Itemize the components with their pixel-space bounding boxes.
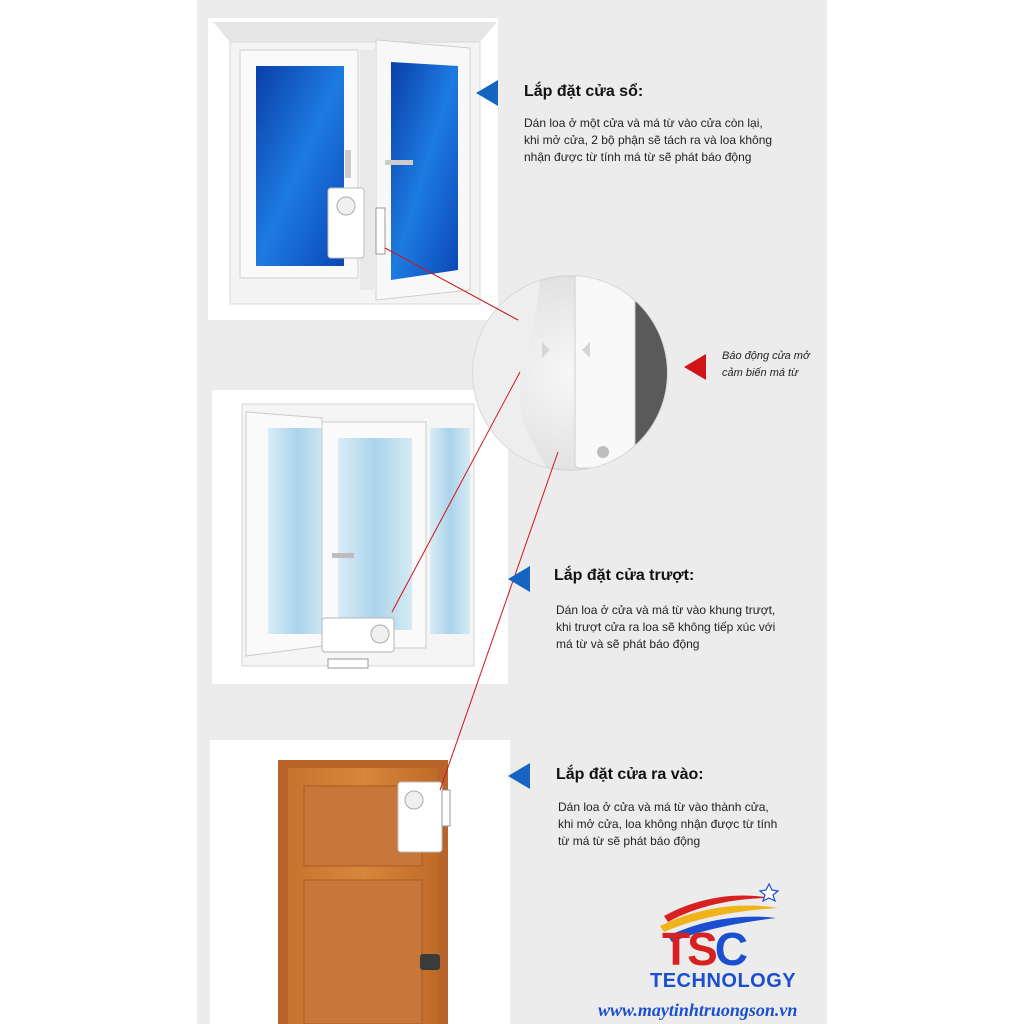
pointer-triangle-icon: [508, 763, 530, 789]
section-title: Lắp đặt cửa trượt:: [554, 567, 695, 584]
pointer-triangle-icon: [508, 566, 530, 592]
section-description: Dán loa ở một cửa và má từ vào cửa còn lại, khi mở cửa, 2 bộ phận sẽ tách ra và loa không nhận được từ tính má từ sẽ phát báo động: [524, 116, 773, 164]
wooden-door-illustration: [210, 740, 510, 1024]
sliding-window-illustration: [212, 390, 508, 684]
pointer-triangle-red-icon: [684, 354, 706, 380]
section-description: Dán loa ở cửa và má từ vào khung trượt, khi trượt cửa ra loa sẽ không tiếp xúc với má từ và sẽ phát báo động: [556, 603, 776, 651]
section-title: Lắp đặt cửa ra vào:: [556, 766, 704, 783]
casement-window-illustration: [208, 18, 498, 320]
sensor-callout: Báo động cửa mở cảm biến má từ: [722, 350, 810, 379]
pointer-triangle-icon: [476, 80, 498, 106]
section-title: Lắp đặt cửa sổ:: [524, 83, 644, 100]
section-description: Dán loa ở cửa và má từ vào thành cửa, khi mở cửa, loa không nhận được từ tính từ má từ sẽ phát báo động: [558, 800, 778, 848]
website-url: www.maytinhtruongson.vn: [598, 1000, 798, 1020]
logo-subtitle: TECHNOLOGY: [650, 970, 797, 992]
logo-wordmark: TSC: [662, 923, 746, 975]
